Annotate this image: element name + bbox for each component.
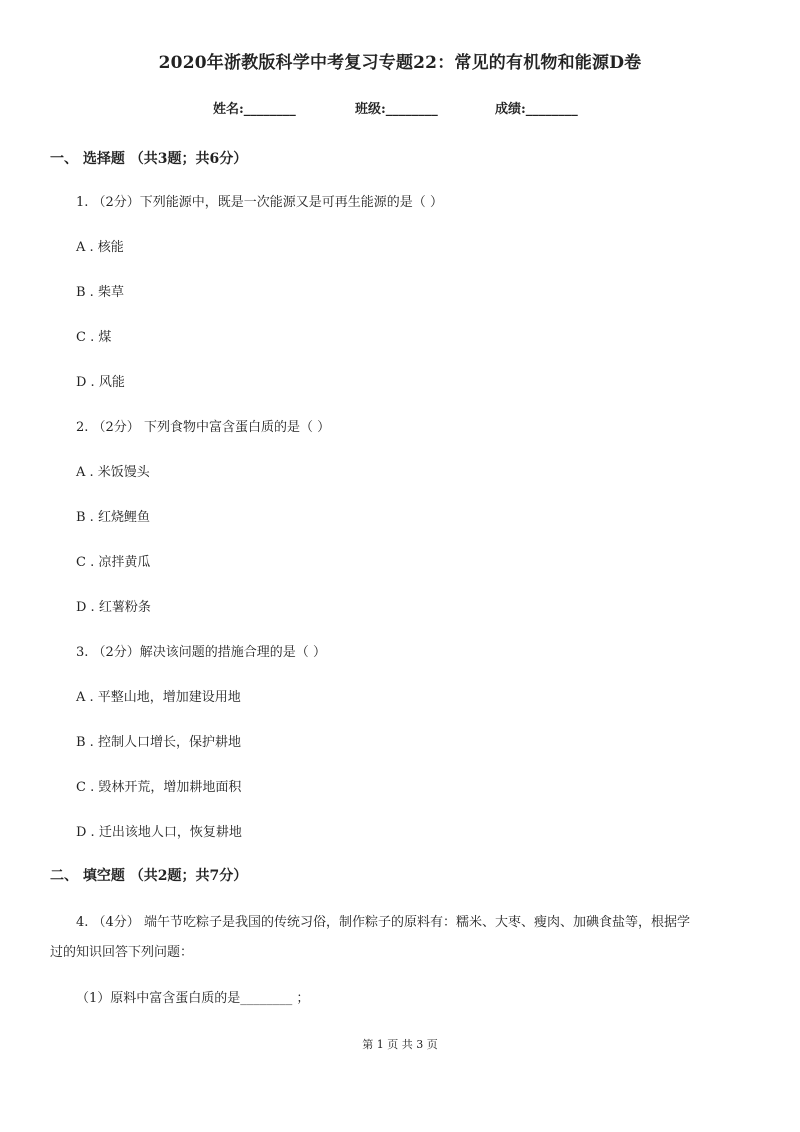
question-3-option-c: C . 毁林开荒，增加耕地面积 — [76, 780, 242, 795]
page-footer: 第 1 页 共 3 页 — [362, 1038, 438, 1051]
question-2-option-c: C . 凉拌黄瓜 — [76, 555, 151, 570]
question-4-sub1: （1）原料中富含蛋白质的是________ ； — [76, 991, 310, 1006]
question-2-option-d: D . 红薯粉条 — [76, 600, 151, 615]
question-4-stem-line1: 4. （4分） 端午节吃粽子是我国的传统习俗，制作粽子的原料有：糯米、大枣、瘦肉、加碘食盐等，根据学 — [76, 915, 690, 930]
question-1-option-b: B . 柴草 — [76, 285, 124, 300]
question-1-stem: 1. （2分）下列能源中，既是一次能源又是可再生能源的是（ ） — [76, 195, 443, 210]
section-heading-fill: 二、 填空题 （共2题；共7分） — [50, 868, 248, 884]
question-4-stem-line2: 过的知识回答下列问题： — [50, 945, 194, 960]
section-heading-choice: 一、 选择题 （共3题；共6分） — [50, 151, 248, 167]
class-field: 班级:________ — [355, 102, 438, 117]
question-3-option-b: B . 控制人口增长，保护耕地 — [76, 735, 241, 750]
question-3-option-d: D . 迁出该地人口，恢复耕地 — [76, 825, 242, 840]
name-field: 姓名:________ — [213, 102, 296, 117]
question-1-option-a: A . 核能 — [76, 240, 124, 255]
question-1-option-c: C . 煤 — [76, 330, 112, 345]
question-2-option-b: B . 红烧鲤鱼 — [76, 510, 150, 525]
question-2-option-a: A . 米饭馒头 — [76, 465, 150, 480]
score-field: 成绩:________ — [495, 102, 578, 117]
question-3-stem: 3. （2分）解决该问题的措施合理的是（ ） — [76, 645, 326, 660]
question-3-option-a: A . 平整山地，增加建设用地 — [76, 690, 241, 705]
question-1-option-d: D . 风能 — [76, 375, 125, 390]
page-title: 2020年浙教版科学中考复习专题22：常见的有机物和能源D卷 — [158, 53, 642, 73]
question-2-stem: 2. （2分） 下列食物中富含蛋白质的是（ ） — [76, 420, 331, 435]
